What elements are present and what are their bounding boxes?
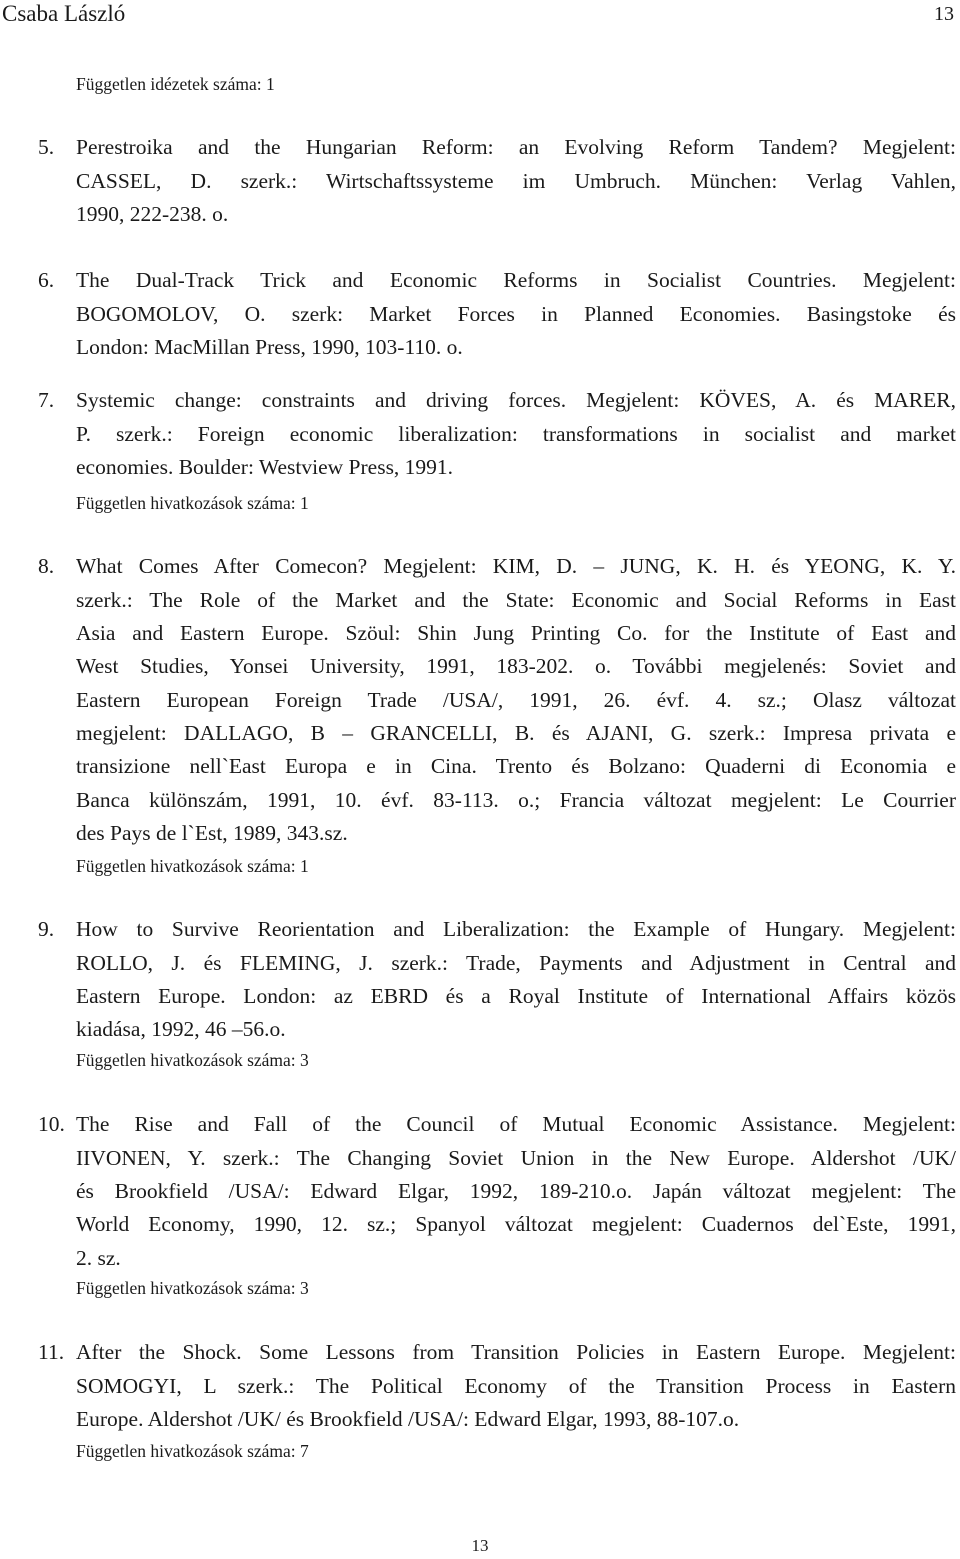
entry-line: Asia and Eastern Europe. Szöul: Shin Jung Printing Co. for the Institute of East and xyxy=(76,621,956,645)
entry-line: Eastern European Foreign Trade /USA/, 1991, 26. évf. 4. sz.; Olasz változat xyxy=(76,688,956,712)
entry-line: Europe. Aldershot /UK/ és Brookfield /USA/: Edward Elgar, 1993, 88-107.o. xyxy=(76,1407,740,1431)
page-header xyxy=(0,0,960,30)
citation-count: Független hivatkozások száma: 3 xyxy=(76,1278,309,1298)
entry-line: CASSEL, D. szerk.: Wirtschaftssysteme im Umbruch. München: Verlag Vahlen, xyxy=(76,169,956,193)
entry-line: SOMOGYI, L szerk.: The Political Economy of the Transition Process in Eastern xyxy=(76,1374,956,1398)
footer-page-number: 13 xyxy=(471,1536,489,1555)
citation-count: Független hivatkozások száma: 1 xyxy=(76,493,309,513)
entry-line: Perestroika and the Hungarian Reform: an Evolving Reform Tandem? Megjelent: xyxy=(76,135,956,159)
entry-line: 1990, 222-238. o. xyxy=(76,202,229,226)
entry-line: kiadása, 1992, 46 –56.o. xyxy=(76,1017,286,1041)
entry-line: Eastern Europe. London: az EBRD és a Royal Institute of International Affairs közös xyxy=(76,984,956,1008)
entry-line: BOGOMOLOV, O. szerk: Market Forces in Planned Economies. Basingstoke és xyxy=(76,302,956,326)
intro-citation-count: Független idézetek száma: 1 xyxy=(76,74,275,94)
running-head-page-number: 13 xyxy=(934,3,954,25)
entry-line: Systemic change: constraints and driving forces. Megjelent: KÖVES, A. és MARER, xyxy=(76,388,956,412)
entry-line: 2. sz. xyxy=(76,1246,121,1270)
entry-line: transizione nell`East Europa e in Cina. Trento és Bolzano: Quaderni di Economia e xyxy=(76,754,956,778)
entry-line: és Brookfield /USA/: Edward Elgar, 1992, 189-210.o. Japán változat megjelent: The xyxy=(76,1179,956,1203)
entry-line: London: MacMillan Press, 1990, 103-110. o. xyxy=(76,335,463,359)
citation-count: Független hivatkozások száma: 3 xyxy=(76,1050,309,1070)
entry-number: 10. xyxy=(38,1112,65,1136)
entry-line: P. szerk.: Foreign economic liberalization: transformations in socialist and market xyxy=(76,422,956,446)
entry-line: The Dual-Track Trick and Economic Reforms in Socialist Countries. Megjelent: xyxy=(76,268,956,292)
entry-line: West Studies, Yonsei University, 1991, 183-202. o. További megjelenés: Soviet and xyxy=(76,654,956,678)
entry-number: 8. xyxy=(38,554,55,578)
entry-line: szerk.: The Role of the Market and the State: Economic and Social Reforms in East xyxy=(76,588,956,612)
entry-number: 6. xyxy=(38,268,55,292)
citation-count: Független hivatkozások száma: 1 xyxy=(76,856,309,876)
entry-line: The Rise and Fall of the Council of Mutual Economic Assistance. Megjelent: xyxy=(76,1112,956,1136)
entry-line: des Pays de l`Est, 1989, 343.sz. xyxy=(76,821,348,845)
entry-line: How to Survive Reorientation and Liberalization: the Example of Hungary. Megjelent: xyxy=(76,917,956,941)
entry-number: 7. xyxy=(38,388,55,412)
entry-line: After the Shock. Some Lessons from Transition Policies in Eastern Europe. Megjelent: xyxy=(76,1340,956,1364)
entry-line: IIVONEN, Y. szerk.: The Changing Soviet Union in the New Europe. Aldershot /UK/ xyxy=(76,1146,956,1170)
entry-number: 9. xyxy=(38,917,55,941)
entry-line: economies. Boulder: Westview Press, 1991. xyxy=(76,455,454,479)
entry-line: Banca különszám, 1991, 10. évf. 83-113. o.; Francia változat megjelent: Le Courrier xyxy=(76,788,956,812)
entry-line: ROLLO, J. és FLEMING, J. szerk.: Trade, Payments and Adjustment in Central and xyxy=(76,951,956,975)
entry-number: 11. xyxy=(38,1340,65,1364)
entry-line: What Comes After Comecon? Megjelent: KIM, D. – JUNG, K. H. és YEONG, K. Y. xyxy=(76,554,956,578)
running-head-author: Csaba László xyxy=(2,1,126,26)
entry-line: megjelent: DALLAGO, B – GRANCELLI, B. és AJANI, G. szerk.: Impresa privata e xyxy=(76,721,956,745)
entry-line: World Economy, 1990, 12. sz.; Spanyol változat megjelent: Cuadernos del`Este, 1991, xyxy=(76,1212,956,1236)
entry-number: 5. xyxy=(38,135,55,159)
citation-count: Független hivatkozások száma: 7 xyxy=(76,1441,309,1461)
